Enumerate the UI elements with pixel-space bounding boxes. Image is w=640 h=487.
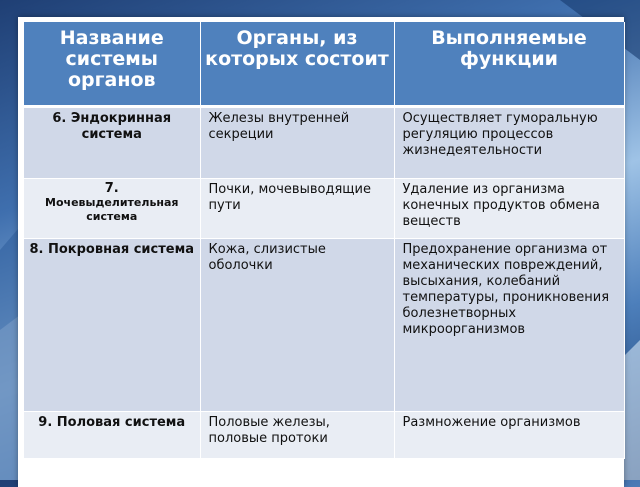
header-organs: Органы, из которых состоит xyxy=(200,22,394,107)
header-system-name: Название системы органов xyxy=(24,22,200,107)
system-name-cell: 8. Покровная система xyxy=(24,239,200,412)
functions-cell: Удаление из организма конечных продуктов обмена веществ xyxy=(394,179,624,239)
functions-cell: Осуществляет гуморальную регуляцию процессов жизнедеятельности xyxy=(394,107,624,179)
system-number: 7. xyxy=(104,181,119,196)
organs-cell: Половые железы, половые протоки xyxy=(200,412,394,459)
system-name-cell: 6. Эндокринная система xyxy=(24,107,200,179)
system-name-cell: 9. Половая система xyxy=(24,412,200,459)
table-row xyxy=(24,412,624,459)
system-name-text: Мочевыделительная система xyxy=(45,196,179,223)
header-functions: Выполняемые функции xyxy=(394,22,624,107)
table-row xyxy=(24,239,624,412)
organs-cell: Железы внутренней секреции xyxy=(200,107,394,179)
functions-cell: Предохранение организма от механических повреждений, высыхания, колебаний температуры, проникновения болезнетворных микроорганизмов xyxy=(394,239,624,412)
table-row xyxy=(24,107,624,179)
functions-cell: Размножение организмов xyxy=(394,412,624,459)
system-name-cell xyxy=(24,179,200,239)
table-row xyxy=(24,179,624,239)
table-header-row xyxy=(24,22,624,107)
organs-cell: Почки, мочевыводящие пути xyxy=(200,179,394,239)
organs-cell: Кожа, слизистые оболочки xyxy=(200,239,394,412)
organ-systems-table xyxy=(24,22,625,459)
